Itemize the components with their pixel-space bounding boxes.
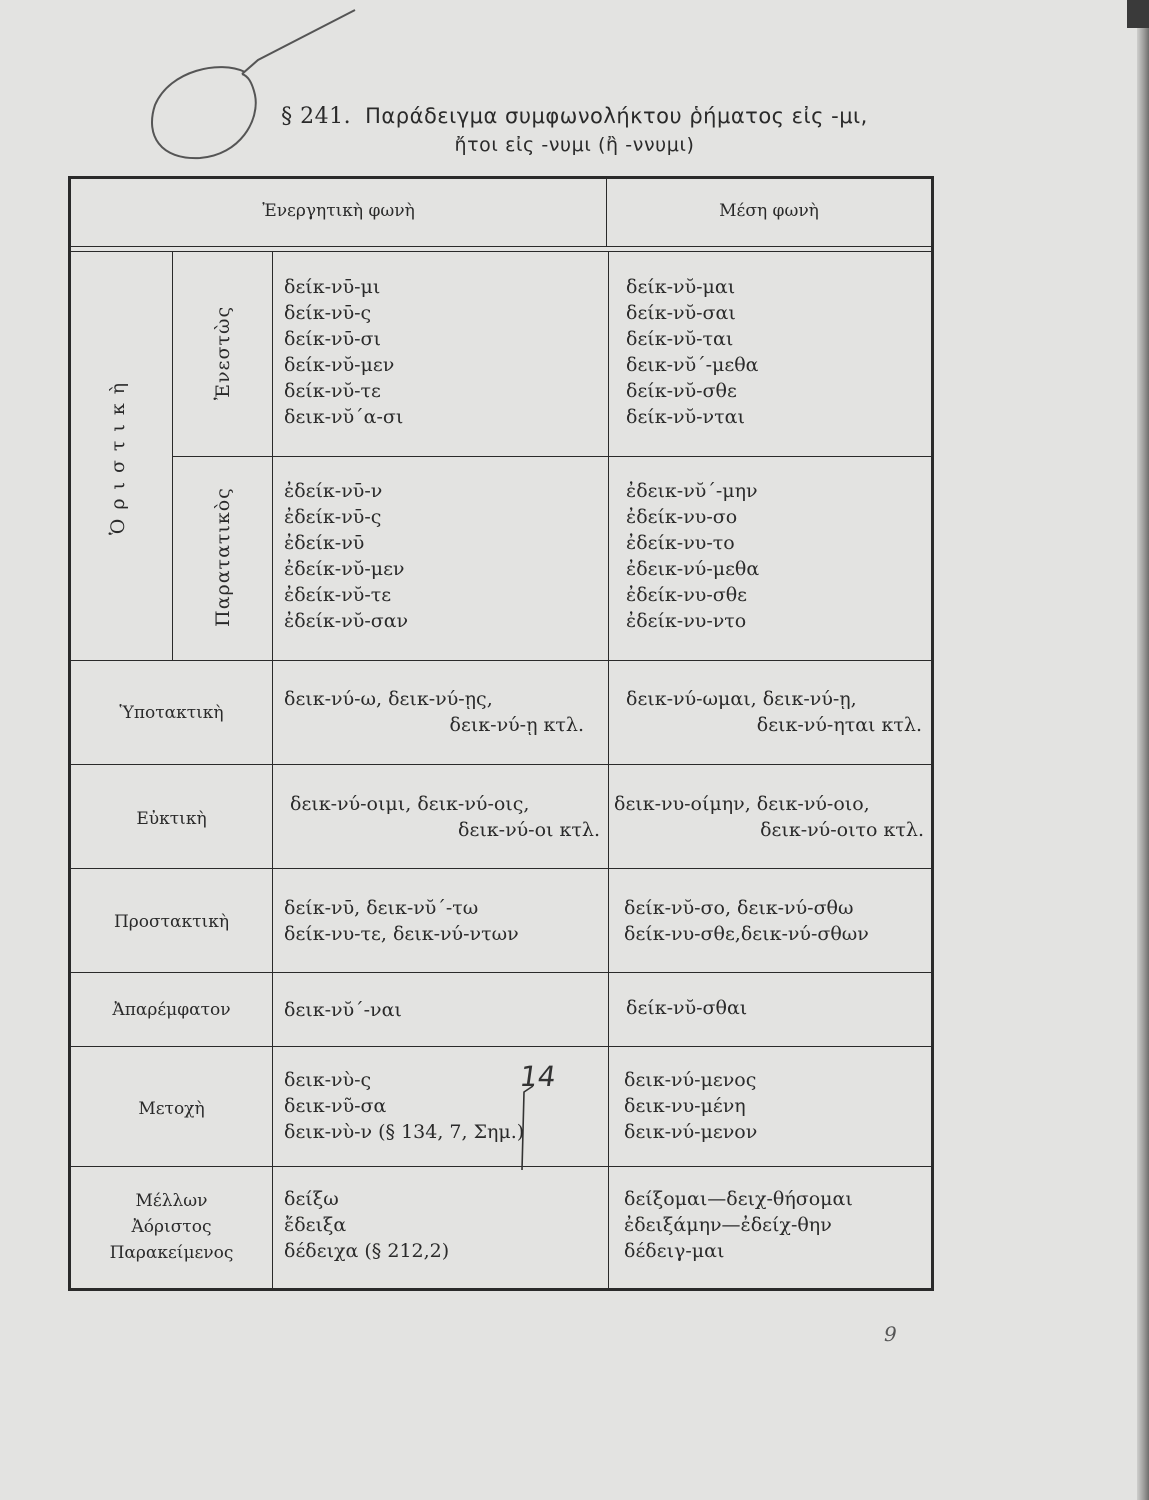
- other-tenses-active-forms: δείξω ἔδειξα δέδειχα (§ 212,2): [284, 1188, 450, 1262]
- label-indicative: Ὁριστικὴ: [107, 373, 129, 535]
- page-edge: [1137, 0, 1149, 1500]
- infinitive-middle-form: δείκ-νῠ-σθαι: [626, 997, 748, 1019]
- subjunctive-active-forms: δεικ-νύ-ω, δεικ-νύ-ῃς, δεικ-νύ-ῃ κτλ.: [284, 688, 584, 736]
- title-line-1: Παράδειγμα συμφωνολήκτου ῥήματος εἰς -μι,: [365, 104, 868, 128]
- participle-active-forms: δεικ-νὺ-ς δεικ-νῦ-σα δεικ-νὺ-ν (§ 134, 7, Σημ.): [284, 1069, 525, 1143]
- label-optative: Εὐκτικὴ: [136, 809, 207, 829]
- section-number: § 241.: [281, 104, 352, 129]
- label-participle: Μετοχὴ: [138, 1099, 205, 1119]
- header-active-voice: Ἐνεργητικὴ φωνὴ: [262, 201, 415, 221]
- section-title: [0, 104, 1149, 129]
- imperfect-middle-forms: ἐδεικ-νῠ΄-μην ἐδείκ-νυ-σο ἐδείκ-νυ-το ἐδεικ-νύ-μεθα ἐδείκ-νυ-σθε ἐδείκ-νυ-ντο: [626, 480, 760, 632]
- subjunctive-middle-forms: δεικ-νύ-ωμαι, δεικ-νύ-ῃ, δεικ-νύ-ηται κτλ.: [626, 688, 922, 736]
- title-line-2: ἤτοι εἰς -νυμι (ἢ -ννυμι): [454, 134, 695, 156]
- page-corner: [1127, 0, 1149, 28]
- conjugation-table: [68, 176, 934, 1291]
- header-middle-voice: Μέση φωνὴ: [719, 201, 819, 221]
- label-present: Ἐνεστὼς: [212, 305, 234, 401]
- present-active-forms: δείκ-νῡ-μι δείκ-νῡ-ς δείκ-νῡ-σι δείκ-νῠ-μεν δείκ-νῠ-τε δεικ-νῠ΄α-σι: [284, 276, 404, 428]
- label-subjunctive: Ὑποτακτικὴ: [119, 703, 224, 723]
- imperative-active-forms: δείκ-νῡ, δεικ-νῠ΄-τω δείκ-νυ-τε, δεικ-νύ-ντων: [284, 897, 519, 945]
- label-imperative: Προστακτικὴ: [113, 912, 230, 932]
- label-infinitive: Ἀπαρέμφατον: [112, 1000, 231, 1020]
- imperative-middle-forms: δείκ-νῠ-σο, δεικ-νύ-σθω δείκ-νυ-σθε,δεικ-νύ-σθων: [624, 897, 869, 945]
- handwritten-bracket: [498, 1082, 538, 1174]
- handwritten-note: 14: [517, 1060, 558, 1093]
- imperfect-active-forms: ἐδείκ-νῡ-ν ἐδείκ-νῡ-ς ἐδείκ-νῡ ἐδείκ-νῠ-μεν ἐδείκ-νῠ-τε ἐδείκ-νῠ-σαν: [284, 480, 409, 632]
- participle-middle-forms: δεικ-νύ-μενος δεικ-νυ-μένη δεικ-νύ-μενον: [624, 1069, 758, 1143]
- label-other-tenses: Μέλλων Ἀόριστος Παρακείμενος: [109, 1191, 234, 1263]
- other-tenses-middle-forms: δείξομαι—δειχ-θήσομαι ἐδειξάμην—ἐδείχ-θην δέδειγ-μαι: [624, 1188, 853, 1262]
- optative-middle-forms: δεικ-νυ-οίμην, δεικ-νύ-οιο, δεικ-νύ-οιτο κτλ.: [614, 793, 924, 841]
- infinitive-active-form: δεικ-νῠ΄-ναι: [284, 999, 402, 1021]
- label-imperfect: Παρατατικὸς: [212, 487, 234, 627]
- optative-active-forms: δεικ-νύ-οιμι, δεικ-νύ-οις, δεικ-νύ-οι κτλ.: [290, 793, 600, 841]
- present-middle-forms: δείκ-νῠ-μαι δείκ-νῠ-σαι δείκ-νῠ-ται δεικ-νῠ΄-μεθα δείκ-νῠ-σθε δείκ-νῠ-νται: [626, 276, 759, 428]
- page-number: 9: [884, 1322, 897, 1346]
